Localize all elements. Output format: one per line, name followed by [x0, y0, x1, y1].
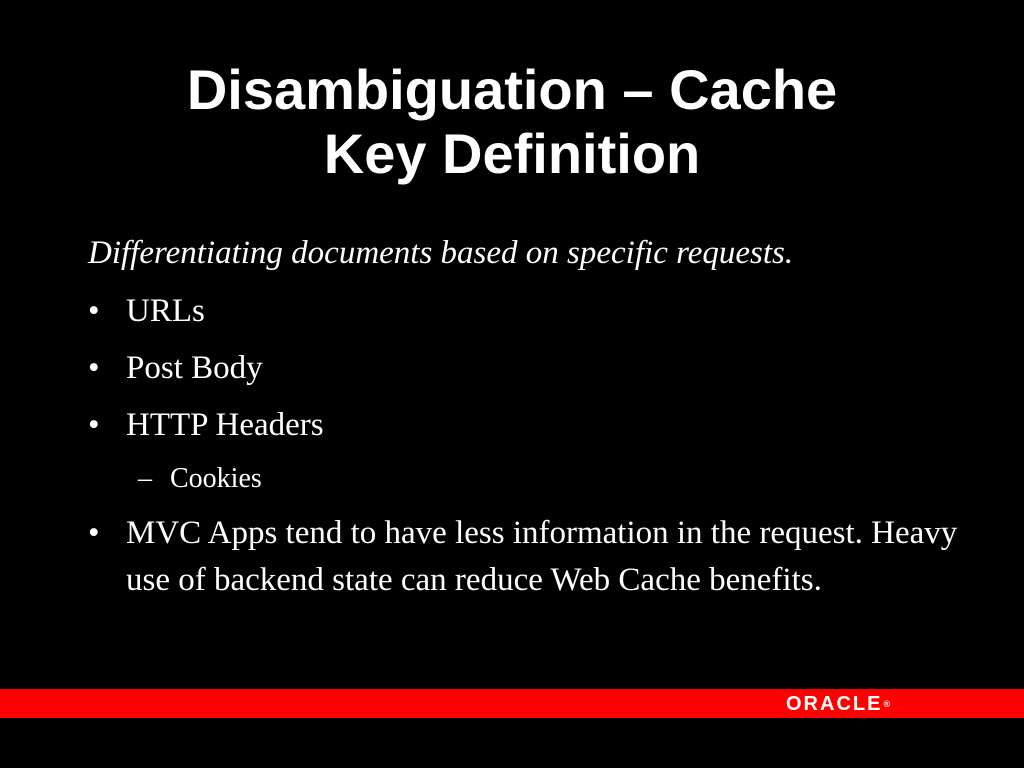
bullet-item-http-headers: [88, 402, 968, 449]
bullet-mark: •: [88, 515, 100, 551]
registered-mark: ®: [883, 699, 893, 709]
oracle-logo: [786, 692, 892, 716]
bullet-text: URLs: [126, 293, 205, 329]
title-line-1: Disambiguation – Cache: [186, 58, 838, 121]
slide-title: [40, 58, 984, 186]
bullet-item-mvc-apps: [88, 510, 988, 604]
sub-bullet-text: Cookies: [170, 463, 262, 494]
sub-bullet-item-cookies: [138, 459, 262, 499]
bullet-item-post-body: [88, 345, 968, 392]
sub-bullet-mark: –: [138, 463, 152, 494]
bullet-text: HTTP Headers: [126, 407, 324, 443]
bullet-mark: •: [88, 293, 100, 329]
title-line-2: Key Definition: [323, 122, 701, 185]
logo-text: ORACLE: [786, 692, 883, 715]
bullet-text: Post Body: [126, 350, 263, 386]
slide-subtitle: Differentiating documents based on specific requests.: [88, 235, 794, 271]
bullet-text: MVC Apps tend to have less information in the request. Heavy use of backend state can reduce Web Cache benefits.: [126, 515, 958, 598]
bullet-mark: •: [88, 407, 100, 443]
bullet-item-urls: [88, 288, 968, 335]
bullet-mark: •: [88, 350, 100, 386]
